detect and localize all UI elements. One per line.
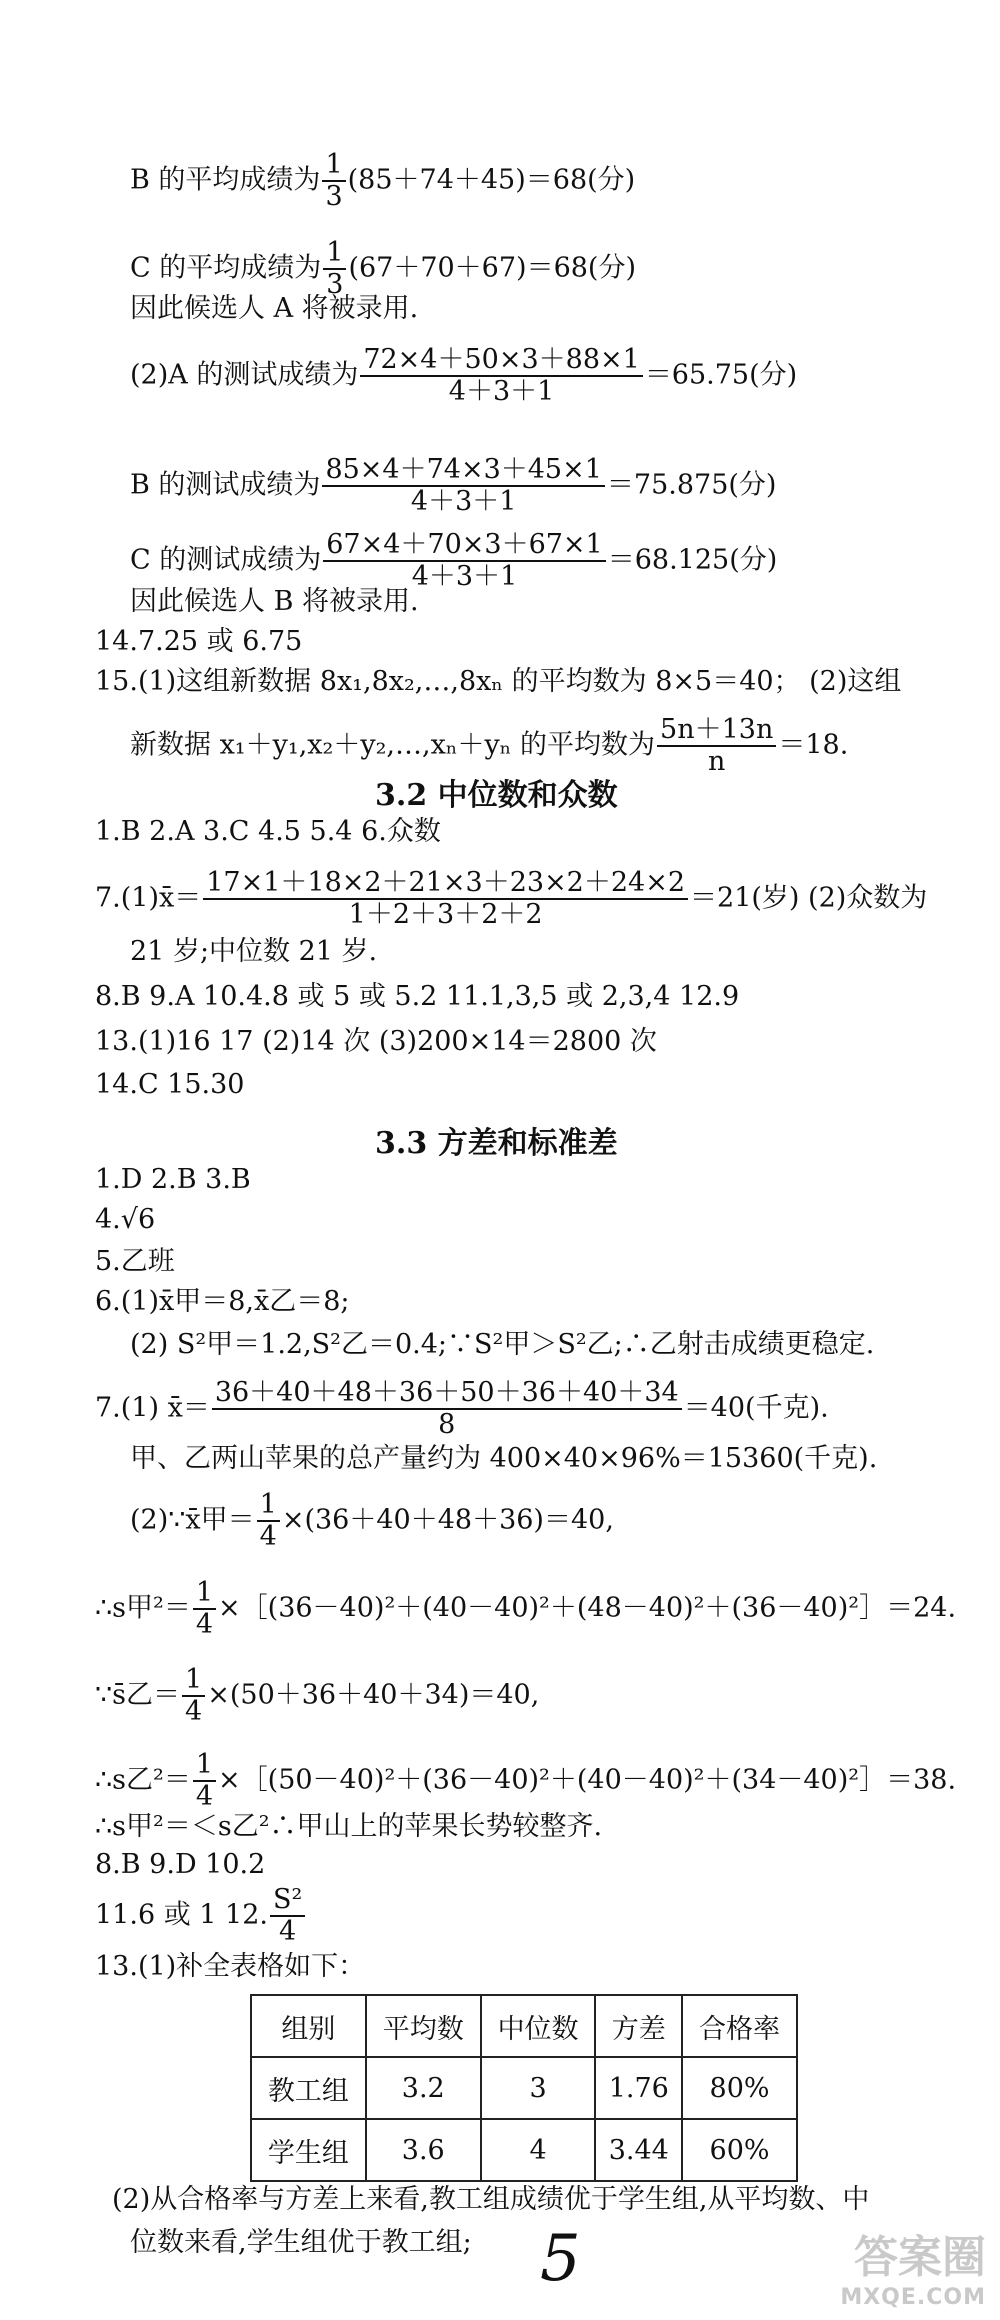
fraction: $\frac{17\times 1+18\times 2+21\times 3+23\times 2+24\times 2}{1+2+3+2+2}$ xyxy=(203,868,688,930)
page-number: 5 xyxy=(540,2222,581,2296)
answer-14: 14.7.25 或 6.75 xyxy=(95,626,303,657)
line-a-test-score: (2)A 的测试成绩为 $\frac{72\times 4+50\times 3+88\times 1}{4+3+1}$ ＝65.75(分) xyxy=(130,344,798,407)
fraction: $\frac{67\times 4+70\times 3+67\times 1}{4+3+1}$ xyxy=(323,530,605,592)
table-cell: 教工组 xyxy=(251,2057,366,2119)
fraction: $\frac{1}{3}$ xyxy=(322,150,345,212)
table-cell: 1.76 xyxy=(595,2057,682,2119)
table-cell: 3 xyxy=(481,2057,596,2119)
watermark-logo xyxy=(840,2221,986,2310)
mean-yi: ∵s̄乙＝ $\frac{1}{4}$ ×(50＋36＋40＋34)＝40, xyxy=(95,1664,540,1727)
fraction: $\frac{1}{3}$ xyxy=(323,238,346,300)
fraction: $\frac{1}{4}$ xyxy=(193,1578,216,1640)
answer-7-mean: 7.(1) x̄＝ $\frac{36+40+48+36+50+36+40+34}{8}$ ＝40(千克). xyxy=(95,1377,829,1440)
answer-6: 6.(1)x̄甲＝8,x̄乙＝8; xyxy=(95,1286,350,1317)
answer-13-part2-cont: 位数来看,学生组优于教工组; xyxy=(130,2227,472,2258)
table-cell: 3.6 xyxy=(366,2119,481,2181)
table-header-cell: 平均数 xyxy=(366,1995,481,2057)
answer-5: 5.乙班 xyxy=(95,1246,175,1277)
answer-15: 15.(1)这组新数据 8x₁,8x₂,…,8xₙ 的平均数为 8×5＝40； (2)这组 xyxy=(95,666,902,697)
fraction: $\frac{85\times 4+74\times 3+45\times 1}{4+3+1}$ xyxy=(322,455,604,517)
table-header-cell: 中位数 xyxy=(481,1995,596,2057)
answer-15-cont: 新数据 x₁＋y₁,x₂＋y₂,…,xₙ＋yₙ 的平均数为 $\frac{5n+13n}{n}$ ＝18. xyxy=(130,714,849,777)
answer-7-part2: (2)∵x̄甲＝ $\frac{1}{4}$ ×(36＋40＋48＋36)＝40, xyxy=(130,1489,614,1552)
table-cell: 60% xyxy=(682,2119,797,2181)
answer-6-part2: (2) S²甲＝1.2,S²乙＝0.4;∵S²甲＞S²乙;∴乙射击成绩更稳定. xyxy=(130,1329,875,1360)
results-table xyxy=(250,1994,798,2182)
table-cell: 学生组 xyxy=(251,2119,366,2181)
table-header-cell: 组别 xyxy=(251,1995,366,2057)
line-conclusion-a: 因此候选人 A 将被录用. xyxy=(130,293,419,324)
fraction: $\frac{72\times 4+50\times 3+88\times 1}{4+3+1}$ xyxy=(360,345,642,407)
section-heading-3-2: 3.2 中位数和众数 xyxy=(375,778,618,813)
line-c-average: C 的平均成绩为 $\frac{1}{3}$ (67＋70＋67)＝68(分) xyxy=(130,237,636,300)
answers-11-12: 11.6 或 1 12. $\frac{\text{S²}}{4}$ xyxy=(95,1885,307,1947)
watermark-main: 答案圈 xyxy=(854,2232,986,2283)
answer-13-intro: 13.(1)补全表格如下： xyxy=(95,1951,366,1982)
fraction: $\frac{1}{4}$ xyxy=(193,1750,216,1812)
answer-4: 4.√6 xyxy=(95,1204,156,1235)
variance-yi: ∴s乙²＝ $\frac{1}{4}$ ×［(50－40)²＋(36－40)²＋(40－40)²＋(34－40)²］＝38. xyxy=(95,1749,957,1812)
fraction: $\frac{1}{4}$ xyxy=(257,1490,280,1552)
table-row xyxy=(251,2057,797,2119)
answer-7-conclusion: ∴s甲²＝＜s乙²∴甲山上的苹果长势较整齐. xyxy=(95,1811,603,1842)
answers-8-12: 8.B 9.A 10.4.8 或 5 或 5.2 11.1,3,5 或 2,3,4 12.9 xyxy=(95,981,740,1012)
answer-13: 13.(1)16 17 (2)14 次 (3)200×14＝2800 次 xyxy=(95,1026,657,1057)
watermark-site: MXQE.COM xyxy=(840,2285,986,2310)
answers-1-3: 1.D 2.B 3.B xyxy=(95,1164,251,1195)
answer-7-cont: 21 岁;中位数 21 岁. xyxy=(130,936,378,967)
line-b-test-score: B 的测试成绩为 $\frac{85\times 4+74\times 3+45\times 1}{4+3+1}$ ＝75.875(分) xyxy=(130,454,777,517)
fraction: $\frac{\text{S²}}{4}$ xyxy=(270,1885,305,1947)
table-cell: 3.44 xyxy=(595,2119,682,2181)
answers-8-10: 8.B 9.D 10.2 xyxy=(95,1849,266,1880)
fraction: $\frac{5n+13n}{n}$ xyxy=(657,715,776,777)
table-row xyxy=(251,2119,797,2181)
answer-7-total: 甲、乙两山苹果的总产量约为 400×40×96%＝15360(千克). xyxy=(130,1443,878,1474)
line-b-average: B 的平均成绩为 $\frac{1}{3}$ (85＋74＋45)＝68(分) xyxy=(130,149,636,212)
answer-13-part2: (2)从合格率与方差上来看,教工组成绩优于学生组,从平均数、中 xyxy=(112,2184,870,2215)
variance-jia: ∴s甲²＝ $\frac{1}{4}$ ×［(36－40)²＋(40－40)²＋(48－40)²＋(36－40)²］＝24. xyxy=(95,1577,957,1640)
answers-1-6: 1.B 2.A 3.C 4.5 5.4 6.众数 xyxy=(95,816,441,847)
table-header-row xyxy=(251,1995,797,2057)
table-header-cell: 方差 xyxy=(595,1995,682,2057)
section-heading-3-3: 3.3 方差和标准差 xyxy=(375,1126,618,1161)
line-conclusion-b: 因此候选人 B 将被录用. xyxy=(130,586,419,617)
table-cell: 3.2 xyxy=(366,2057,481,2119)
answers-14-15: 14.C 15.30 xyxy=(95,1069,245,1100)
fraction: $\frac{1}{4}$ xyxy=(182,1665,205,1727)
answer-7: 7.(1)x̄＝ $\frac{17\times 1+18\times 2+21\times 3+23\times 2+24\times 2}{1+2+3+2+2}$ ＝21(岁) (2)众数为 xyxy=(95,867,928,930)
table-header-cell: 合格率 xyxy=(682,1995,797,2057)
fraction: $\frac{36+40+48+36+50+36+40+34}{8}$ xyxy=(212,1378,682,1440)
table-cell: 80% xyxy=(682,2057,797,2119)
line-c-test-score: C 的测试成绩为 $\frac{67\times 4+70\times 3+67\times 1}{4+3+1}$ ＝68.125(分) xyxy=(130,529,778,592)
table-cell: 4 xyxy=(481,2119,596,2181)
